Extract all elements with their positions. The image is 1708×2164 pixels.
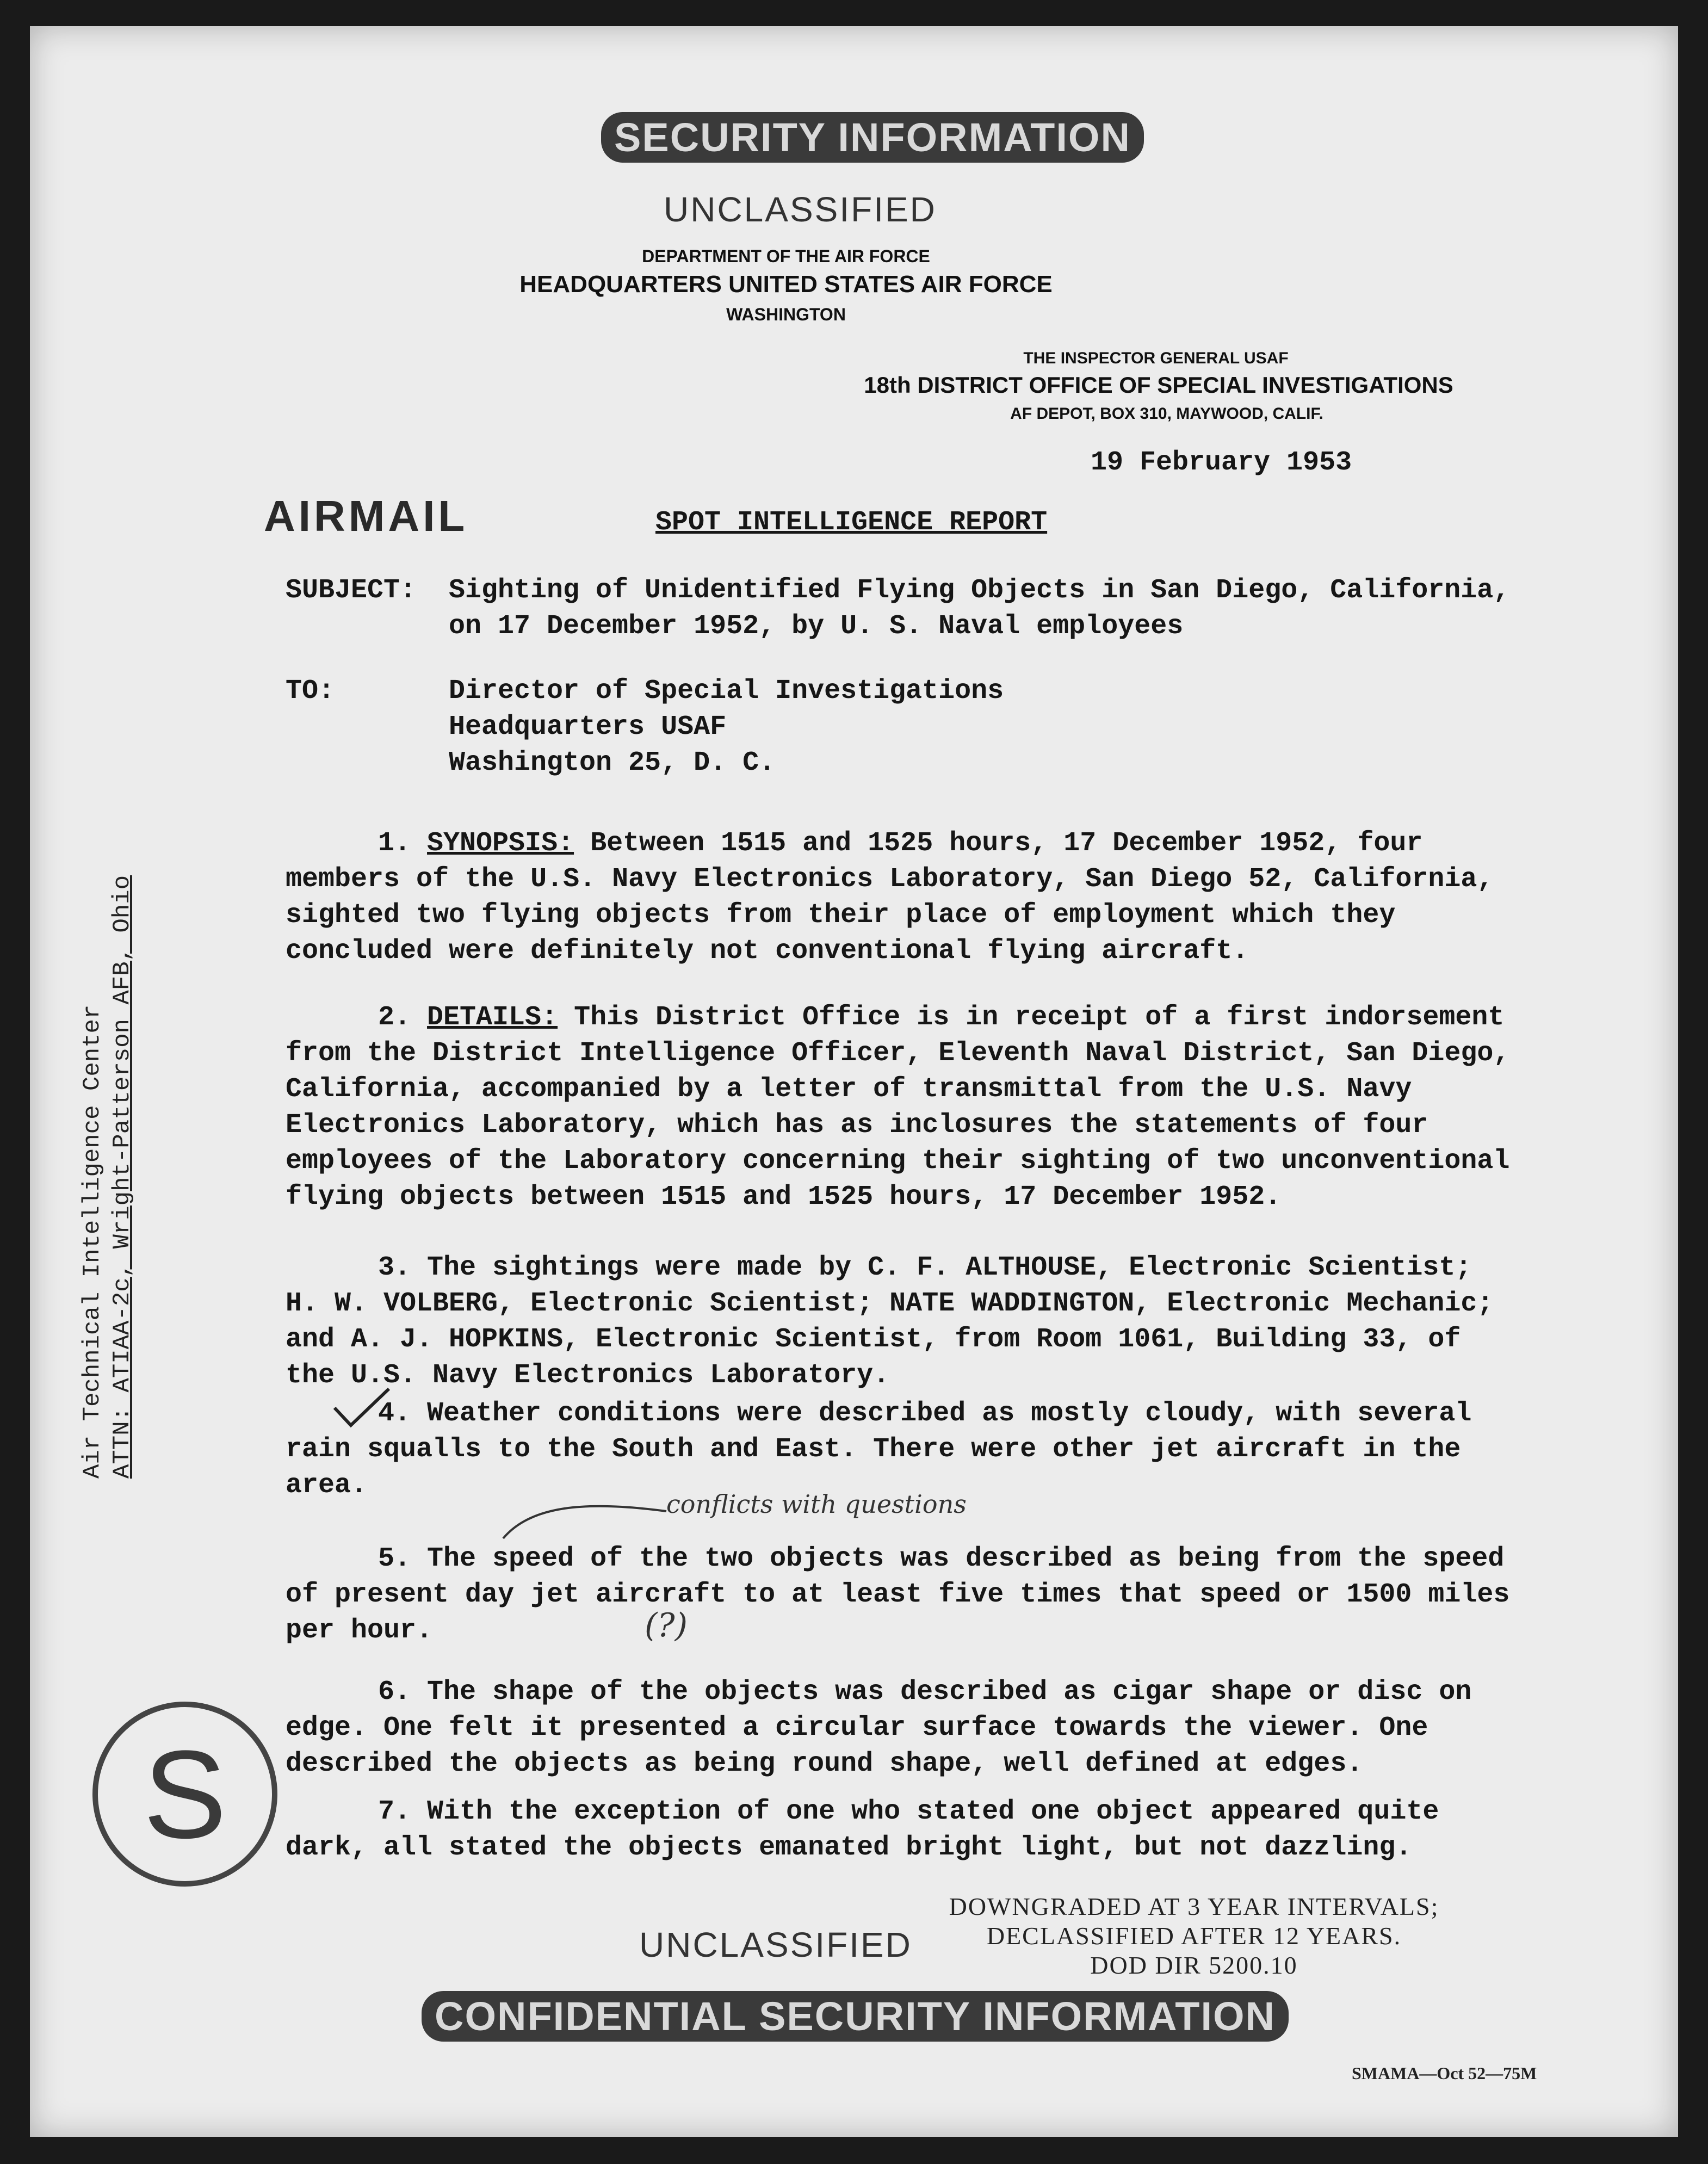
paragraph-3 xyxy=(286,1250,1520,1394)
subject-label: SUBJECT: xyxy=(286,575,417,606)
paragraph-2-text: This District Office is in receipt of a first indorsement from the District Intelligence Officer, Eleventh Naval District, San Diego, California, accompanied by a letter of transmittal from the U.S. Navy Electronics Laboratory, which has as inclosures the statements of four employees of the Laboratory concerning their sighting of two unconventional flying objects between 1515 and 1525 hours, 17 December 1952. xyxy=(286,1002,1510,1213)
paragraph-3-text: The sightings were made by C. F. ALTHOUSE, Electronic Scientist; H. W. VOLBERG, Electronic Scientist; NATE WADDINGTON, Electronic Mechanic; and A. J. HOPKINS, Electronic Scientist, from Room 1061, Building 33, of the U.S. Navy Electronics Laboratory. xyxy=(286,1252,1494,1391)
unclassified-stamp-top: UNCLASSIFIED xyxy=(664,190,937,229)
letterhead-address: AF DEPOT, BOX 310, MAYWOOD, CALIF. xyxy=(1010,405,1323,423)
letterhead-city: WASHINGTON xyxy=(726,305,846,324)
report-title: SPOT INTELLIGENCE REPORT xyxy=(655,507,1048,538)
downgrade-line-3: DOD DIR 5200.10 xyxy=(1090,1951,1298,1979)
paragraph-3-number: 3. xyxy=(378,1252,411,1283)
to-line-2: Headquarters USAF xyxy=(449,712,727,743)
handwritten-note: conflicts with questions xyxy=(666,1489,967,1519)
paragraph-5 xyxy=(286,1541,1520,1649)
to-label: TO: xyxy=(286,676,335,707)
subject-line-2: on 17 December 1952, by U. S. Naval employees xyxy=(449,611,1184,642)
side-routing-note-line-2: ATTN: ATIAA-2c, Wright-Patterson AFB, Ohio xyxy=(109,875,136,1479)
paragraph-1-text: Between 1515 and 1525 hours, 17 December 1952, four members of the U.S. Navy Electronics Laboratory, San Diego 52, California, sighted two flying objects from their place of employment which they concluded were definitely not conventional flying aircraft. xyxy=(286,828,1494,967)
downgrade-notice xyxy=(900,1892,1488,1980)
side-routing-note-line-1: Air Technical Intelligence Center xyxy=(79,1004,106,1479)
circled-s-stamp: S xyxy=(92,1702,277,1887)
letterhead-headquarters: HEADQUARTERS UNITED STATES AIR FORCE xyxy=(519,271,1053,298)
handwritten-query: (?) xyxy=(645,1606,688,1644)
to-line-3: Washington 25, D. C. xyxy=(449,747,776,778)
paragraph-1-heading: SYNOPSIS: xyxy=(427,828,574,859)
paragraph-6-text: The shape of the objects was described as cigar shape or disc on edge. One felt it presented a circular surface towards the viewer. One described the objects as being round shape, well defined at edges. xyxy=(286,1677,1472,1779)
letterhead-department: DEPARTMENT OF THE AIR FORCE xyxy=(642,246,930,266)
document-page xyxy=(30,26,1678,2137)
unclassified-stamp-bottom: UNCLASSIFIED xyxy=(639,1925,912,1964)
bottom-security-banner: CONFIDENTIAL SECURITY INFORMATION xyxy=(422,1991,1289,2042)
paragraph-4-text: Weather conditions were described as mostly cloudy, with several rain squalls to the South and East. There were other jet aircraft in the area. xyxy=(286,1398,1472,1501)
paragraph-6 xyxy=(286,1674,1520,1782)
paragraph-4-number: 4. xyxy=(378,1398,411,1429)
paragraph-7 xyxy=(286,1794,1520,1866)
airmail-stamp: AIRMAIL xyxy=(264,492,468,540)
subject-line-1: Sighting of Unidentified Flying Objects in San Diego, California, xyxy=(449,575,1510,606)
document-date: 19 February 1953 xyxy=(1091,447,1352,478)
form-code: SMAMA—Oct 52—75M xyxy=(1352,2063,1537,2083)
paragraph-5-number: 5. xyxy=(378,1543,411,1574)
top-security-banner: SECURITY INFORMATION xyxy=(601,112,1144,163)
paragraph-4 xyxy=(286,1396,1520,1504)
downgrade-line-1: DOWNGRADED AT 3 YEAR INTERVALS; xyxy=(949,1893,1439,1920)
letterhead-district-office: 18th DISTRICT OFFICE OF SPECIAL INVESTIGATIONS xyxy=(864,372,1453,398)
paragraph-6-number: 6. xyxy=(378,1677,411,1708)
downgrade-line-2: DECLASSIFIED AFTER 12 YEARS. xyxy=(986,1922,1402,1950)
paragraph-1 xyxy=(286,826,1520,969)
paragraph-2-heading: DETAILS: xyxy=(427,1002,558,1033)
paragraph-2 xyxy=(286,1000,1520,1215)
paragraph-5-text: The speed of the two objects was described as being from the speed of present day jet aircraft to at least five times that speed or 1500 miles per hour. xyxy=(286,1543,1510,1646)
handwritten-arrow-icon xyxy=(498,1495,672,1544)
letterhead-inspector-general: THE INSPECTOR GENERAL USAF xyxy=(1023,349,1289,367)
paragraph-7-text: With the exception of one who stated one object appeared quite dark, all stated the objects emanated bright light, but not dazzling. xyxy=(286,1796,1439,1863)
to-line-1: Director of Special Investigations xyxy=(449,676,1004,707)
paragraph-7-number: 7. xyxy=(378,1796,411,1827)
paragraph-1-number: 1. xyxy=(378,828,411,859)
paragraph-2-number: 2. xyxy=(378,1002,411,1033)
